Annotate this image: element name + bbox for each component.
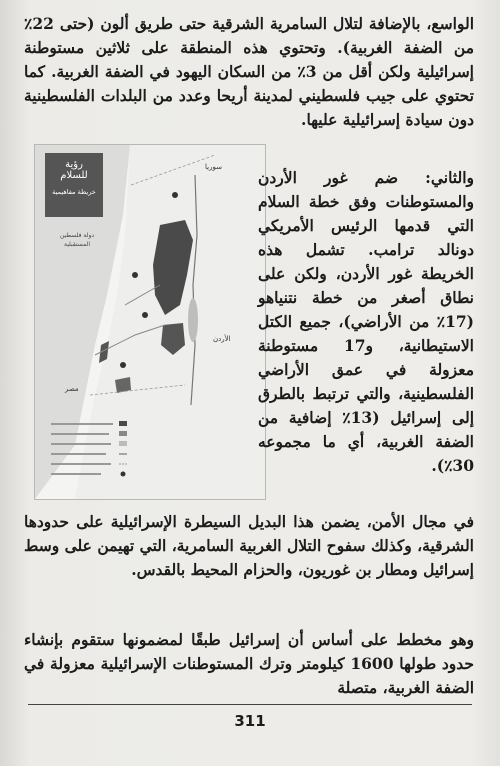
paragraph-4: وهو مخطط على أساس أن إسرائيل طبقًا لمضمونها ستقوم بإنشاء حدود طولها 1600 كيلومتر وترك المستوطنات الإسرائيلية معزولة في الضفة الغربية، متصلة <box>24 630 474 697</box>
paragraph-2-text: ضم غور الأردن والمستوطنات وفق خطة السلام التي قدمها الرئيس الأمريكي دونالد ترامب. تشمل هذه الخريطة غور الأردن، ولكن على نطاق أصغر من خطة نتنياهو (17٪ من الأراضي)، جميع الكتل الاستيطانية، و17 مستوطنة معزولة في عمق الأراضي الفلسطينية، والتي ترتبط بالطرق إلى إسرائيل (13٪ إضافية من الضفة الغربية، أي ما مجموعه 30٪). <box>258 168 474 475</box>
map-subtitle <box>47 231 107 249</box>
paragraph-3: في مجال الأمن، يضمن هذا البديل السيطرة الإسرائيلية على حدودها الشرقية، وكذلك سفوح التلال الغربية السامرية، التي تهيمن على وسط إسرائيل ومطار بن غوريون، والحزام المحيط بالقدس. <box>24 512 474 579</box>
map-label-jordan: الأردن <box>213 335 231 343</box>
map-subtitle-line1: دولة فلسطين <box>59 232 95 239</box>
map-label-egypt: مصر <box>65 385 79 393</box>
paragraph-2-lead: والثاني: <box>425 168 474 187</box>
paragraph-1: الواسع، بالإضافة لتلال السامرية الشرقية حتى طريق ألون (حتى 22٪ من الضفة الغربية). وتحتوي هذه المنطقة على ثلاثين مستوطنة إسرائيلية ولكن أقل من 3٪ من السكان اليهود في الضفة الغربية. كما تحتوي على جيب فلسطيني لمدينة أريحا وعدد من البلدات الفلسطينية دون سيادة إسرائيلية عليها. <box>24 14 474 129</box>
paragraph-2 <box>258 166 474 478</box>
map-title-line1: رؤية <box>65 159 83 170</box>
map-title-line2: للسلام <box>60 170 88 181</box>
map-legend <box>41 417 129 490</box>
map-title-line3: خريطة مفاهيمية <box>52 188 96 196</box>
map-subtitle-line2: المستقبلية <box>64 241 90 248</box>
vision-for-peace-map <box>34 144 266 500</box>
page-number: 311 <box>234 712 266 730</box>
footer-rule <box>28 704 472 705</box>
map-legend-graphic <box>41 417 129 487</box>
map-label-syria: سوريا <box>205 163 222 171</box>
map-title-box <box>45 153 103 217</box>
